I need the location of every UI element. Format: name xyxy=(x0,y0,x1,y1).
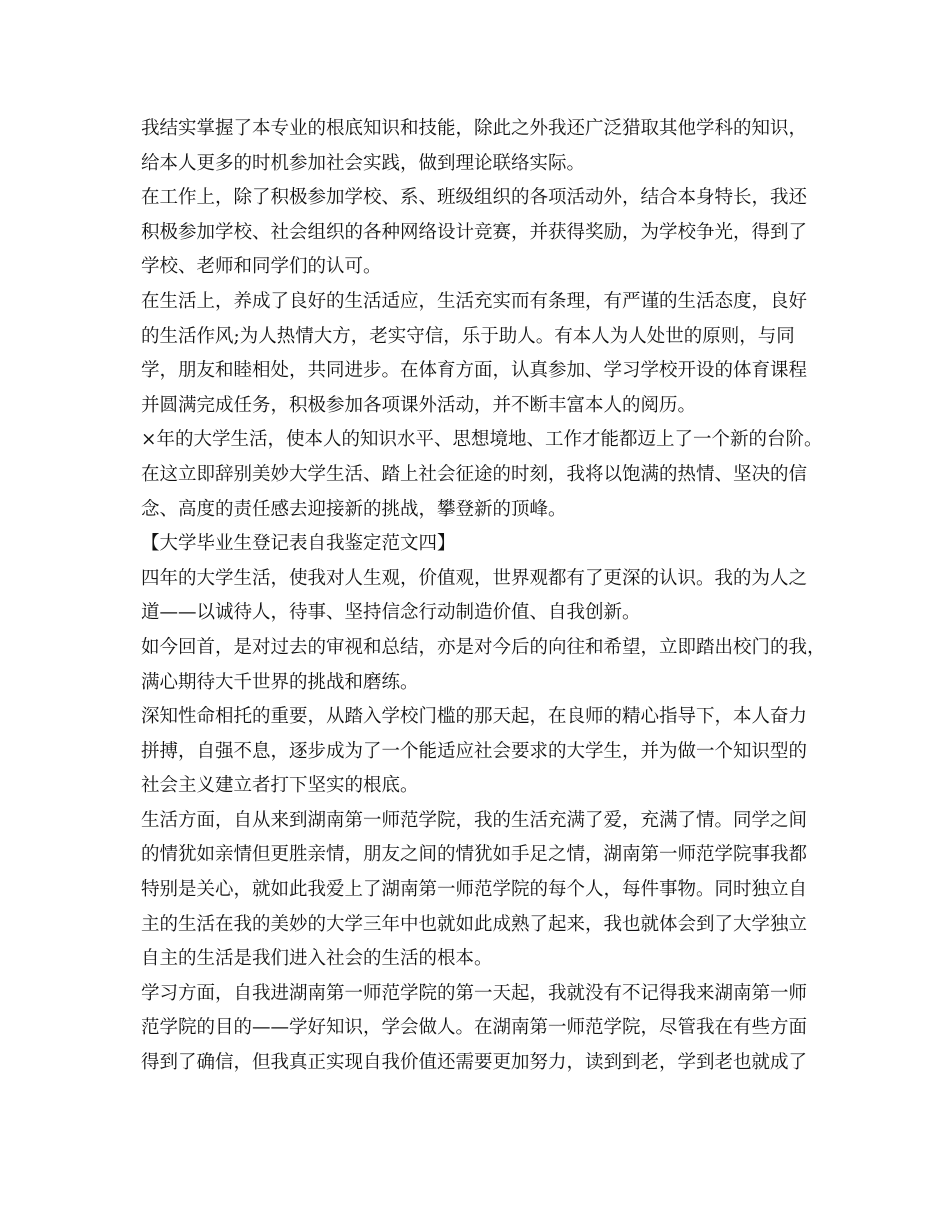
text-line: ×年的大学生活，使本人的知识水平、思想境地、工作才能都迈上了一个新的台阶。 xyxy=(141,429,823,451)
text-line: 学，朋友和睦相处，共同进步。在体育方面，认真参加、学习学校开设的体育课程 xyxy=(141,360,808,382)
text-line: 生活方面，自从来到湖南第一师范学院，我的生活充满了爱，充满了情。同学之间 xyxy=(141,809,808,831)
text-line: 在这立即辞别美妙大学生活、踏上社会征途的时刻，我将以饱满的热情、坚决的信 xyxy=(141,463,808,485)
text-line: 给本人更多的时机参加社会实践，做到理论联络实际。 xyxy=(141,152,586,174)
text-line: 的生活作风;为人热情大方，老实守信，乐于助人。有本人为人处世的原则，与同 xyxy=(141,325,795,347)
text-line: 满心期待大千世界的挑战和磨练。 xyxy=(141,671,419,693)
text-line: 在工作上，除了积极参加学校、系、班级组织的各项活动外，结合本身特长，我还 xyxy=(141,187,808,209)
text-line: 特别是关心，就如此我爱上了湖南第一师范学院的每个人，每件事物。同时独立自 xyxy=(141,879,808,901)
text-line: 并圆满完成任务，积极参加各项课外活动，并不断丰富本人的阅历。 xyxy=(141,394,697,416)
section-heading: 【大学毕业生登记表自我鉴定范文四】 xyxy=(141,533,456,555)
text-line: 得到了确信，但我真正实现自我价值还需要更加努力，读到到老，学到老也就成了 xyxy=(141,1052,808,1074)
text-line: 道——以诚待人，待事、坚持信念行动制造价值、自我创新。 xyxy=(141,602,641,624)
text-line: 如今回首，是对过去的审视和总结，亦是对今后的向往和希望，立即踏出校门的我， xyxy=(141,636,826,658)
text-line: 积极参加学校、社会组织的各种网络设计竞赛，并获得奖励，为学校争光，得到了 xyxy=(141,221,808,243)
text-line: 在生活上，养成了良好的生活适应，生活充实而有条理，有严谨的生活态度，良好 xyxy=(141,290,808,312)
text-line: 自主的生活是我们进入社会的生活的根本。 xyxy=(141,948,493,970)
text-line: 四年的大学生活，使我对人生观，价值观，世界观都有了更深的认识。我的为人之 xyxy=(141,567,808,589)
text-line: 念、高度的责任感去迎接新的挑战，攀登新的顶峰。 xyxy=(141,498,567,520)
text-line: 拼搏，自强不息，逐步成为了一个能适应社会要求的大学生，并为做一个知识型的 xyxy=(141,740,808,762)
text-line: 社会主义建立者打下坚实的根底。 xyxy=(141,775,419,797)
text-line: 深知性命相托的重要，从踏入学校门槛的那天起，在良师的精心指导下，本人奋力 xyxy=(141,706,808,728)
text-line: 我结实掌握了本专业的根底知识和技能，除此之外我还广泛猎取其他学科的知识， xyxy=(141,118,808,139)
text-line: 学校、老师和同学们的认可。 xyxy=(141,256,382,278)
document-body xyxy=(141,112,841,1081)
text-line: 范学院的目的——学好知识，学会做人。在湖南第一师范学院，尽管我在有些方面 xyxy=(141,1017,808,1039)
text-line: 的情犹如亲情但更胜亲情，朋友之间的情犹如手足之情，湖南第一师范学院事我都 xyxy=(141,844,808,866)
text-line: 主的生活在我的美妙的大学三年中也就如此成熟了起来，我也就体会到了大学独立 xyxy=(141,913,808,935)
text-line: 学习方面，自我进湖南第一师范学院的第一天起，我就没有不记得我来湖南第一师 xyxy=(141,982,808,1004)
